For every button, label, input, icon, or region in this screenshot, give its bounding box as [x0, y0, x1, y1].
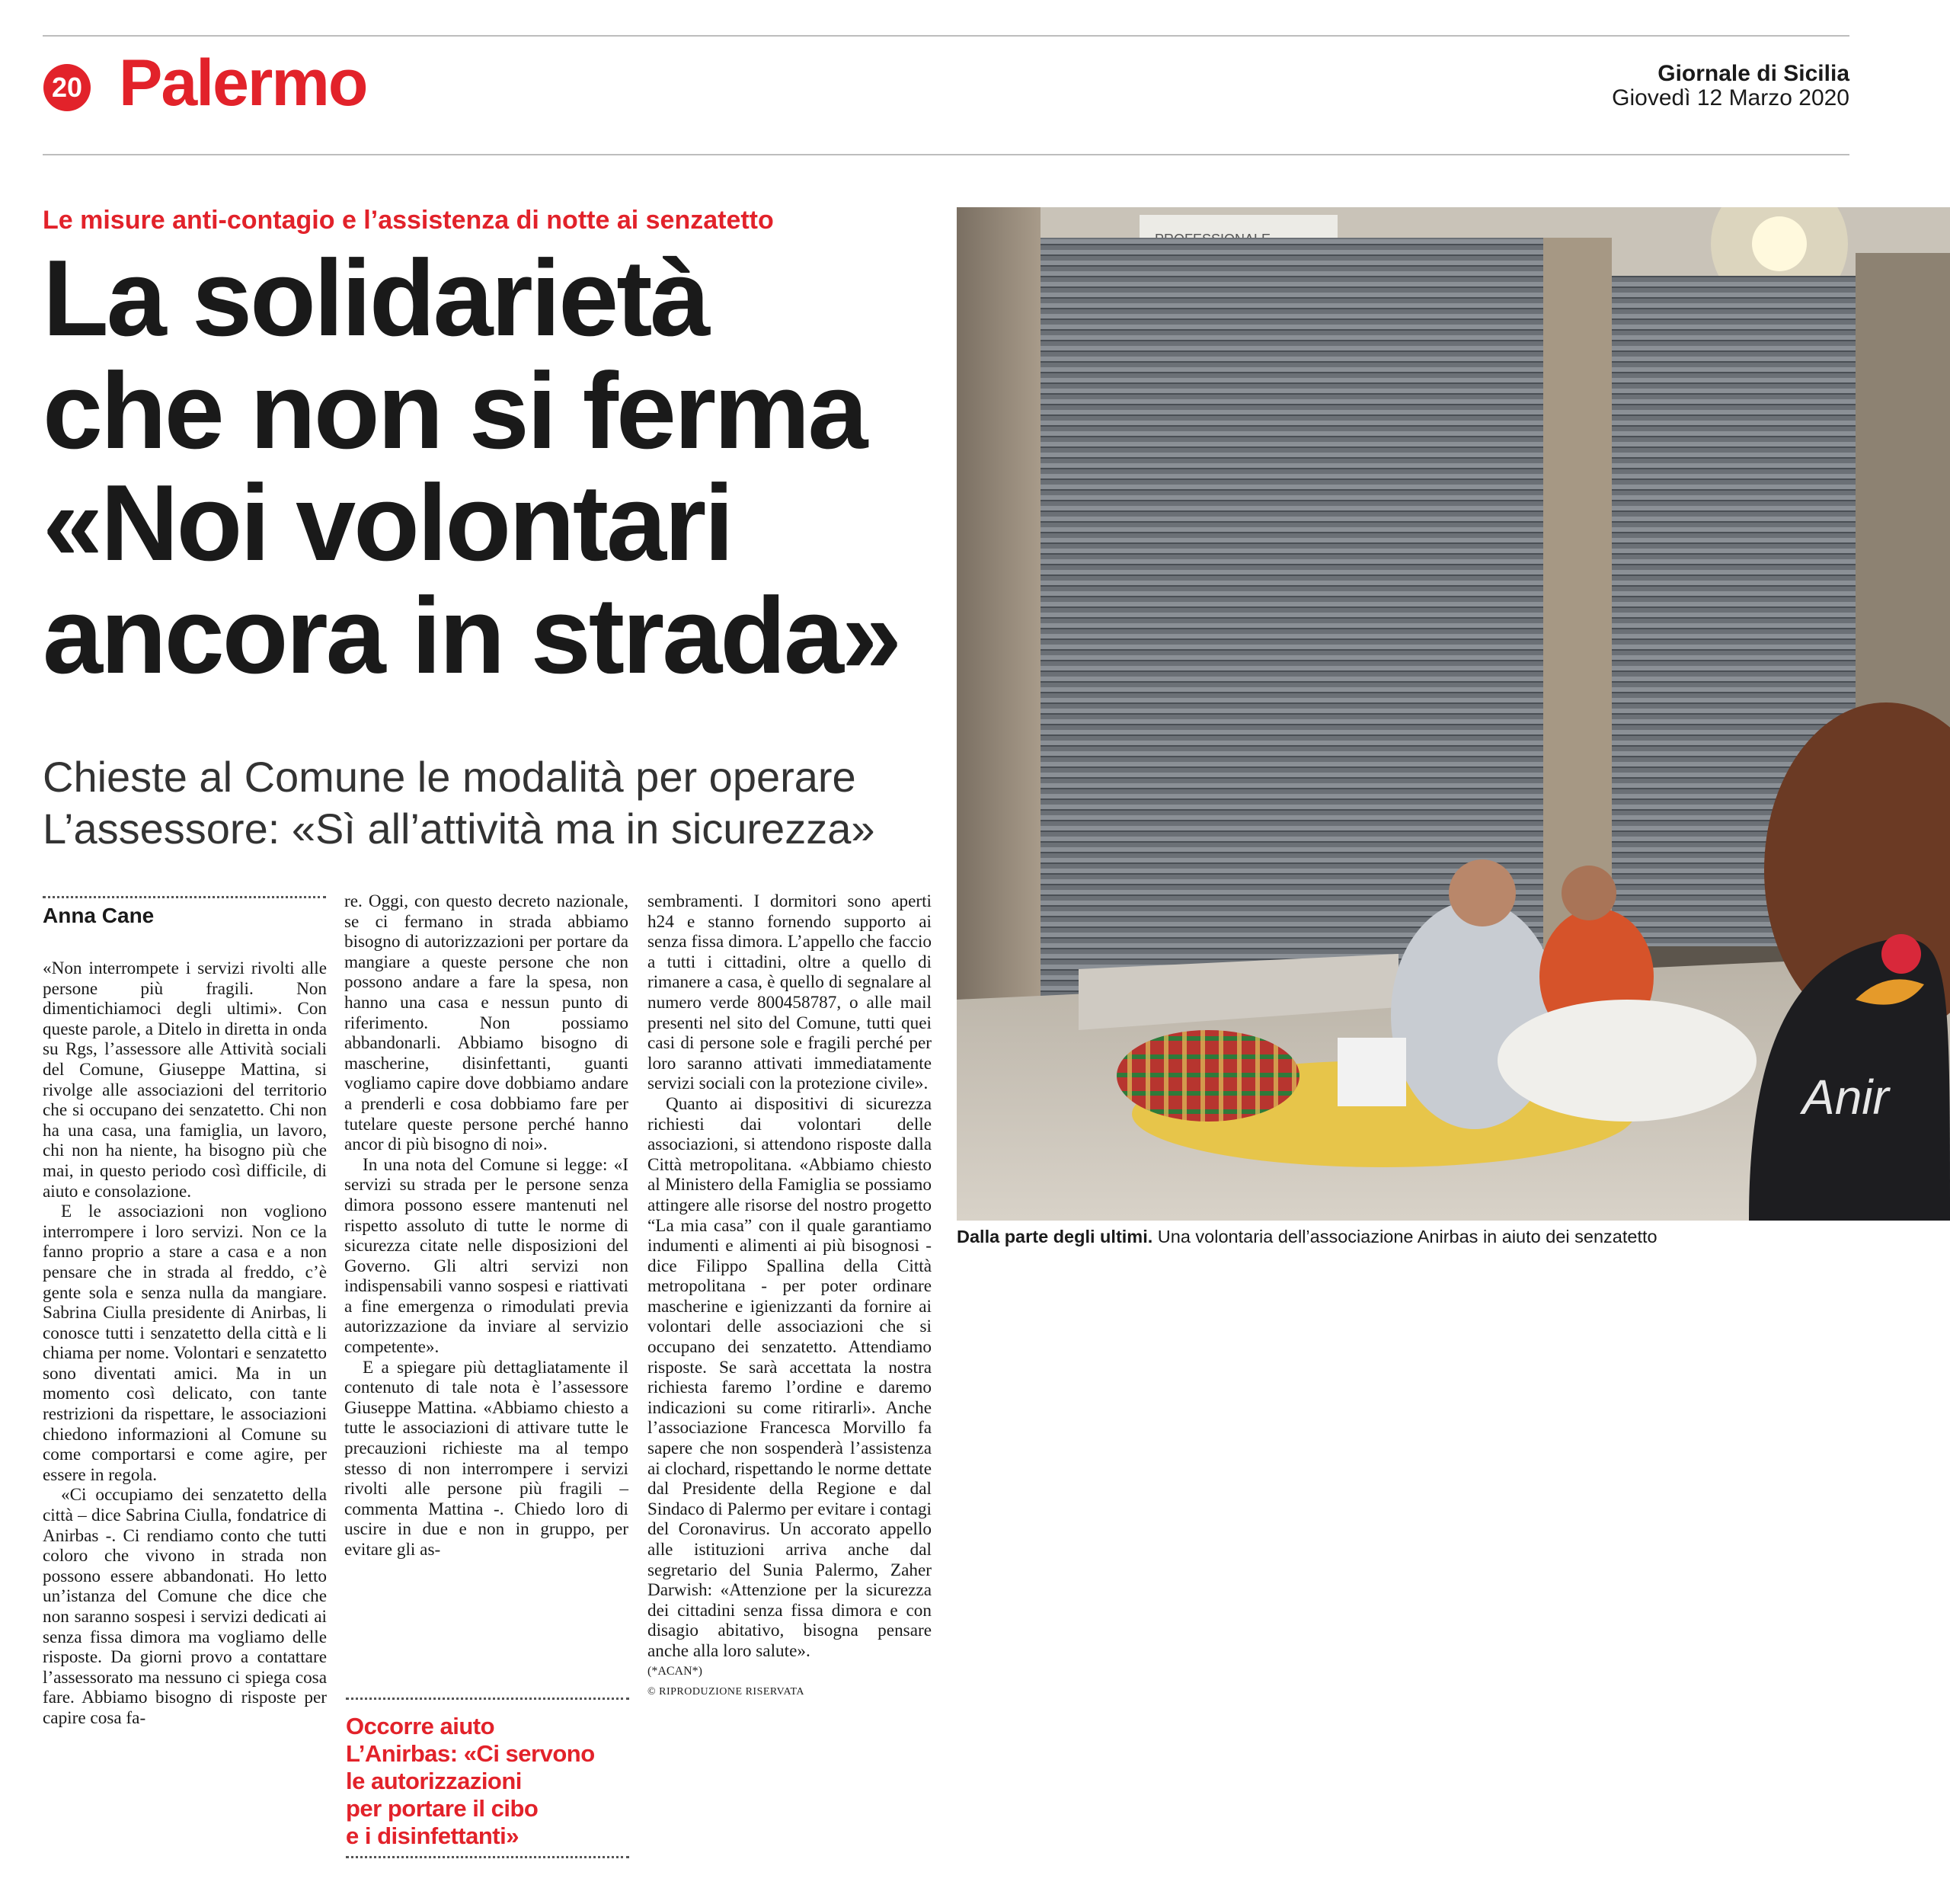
- article-column-3: [647, 891, 932, 1700]
- caption-text: Una volontaria dell’associazione Anirbas in aiuto dei senzatetto: [1152, 1227, 1658, 1246]
- article-column-1: [43, 958, 327, 1729]
- paragraph: sembramenti. I dormitori sono aperti h24 e stanno fornendo supporto ai senza fissa dimora. L’appello che faccio a tutti i cittadini, oltre a quello di rimanere a casa, è quello di segnalare al numero verde 800458787, o alle mail presenti nel sito del Comune, tutti quei casi di persone sole e fragili perché per loro saranno attivati immediatamente servizi sociali con la protezione civile».: [647, 891, 932, 1094]
- pullquote-line: Occorre aiuto: [346, 1713, 495, 1739]
- article-photo: [957, 207, 1950, 1221]
- paragraph: In una nota del Comune si legge: «I servizi su strada per le persone senza dimora possono essere mantenuti nel rispetto assoluto di tutte le norme di sicurezza citate nelle disposizioni del Governo. Gli altri servizi non indispensabili vanno sospesi e riattivati a fine emergenza o rimodulati previa autorizzazione da inviare al servizio competente».: [344, 1154, 628, 1358]
- copyright-notice: © RIPRODUZIONE RISERVATA: [647, 1685, 805, 1698]
- section-title: Palermo: [119, 46, 367, 120]
- pullquote-line: e i disinfettanti»: [346, 1822, 519, 1849]
- page-number-badge: 20: [43, 64, 91, 111]
- headline-line: ancora in strada»: [43, 575, 900, 697]
- subheading-line: L’assessore: «Sì all’attività ma in sicurezza»: [43, 805, 875, 853]
- kicker: Le misure anti-contagio e l’assistenza di notte ai senzatetto: [43, 206, 774, 235]
- pullquote-line: L’Anirbas: «Ci servono: [346, 1740, 595, 1767]
- pullquote-line: le autorizzazioni: [346, 1768, 522, 1794]
- paragraph: «Non interrompete i servizi rivolti alle persone più fragili. Non dimentichiamoci degli ultimi». Con queste parole, a Ditelo in diretta in onda su Rgs, l’assessore alle Attività sociali del Comune, Giuseppe Mattina, si rivolge alle associazioni del territorio che si occupano dei senzatetto. Chi non ha una casa, una famiglia, un lavoro, chi non ha niente, ha bisogno più che mai, in questo periodo così difficile, di aiuto e consolazione.: [43, 958, 327, 1202]
- article-column-2: [344, 891, 628, 1560]
- headline-line: «Noi volontari: [43, 462, 732, 584]
- issue-date: Giovedì 12 Marzo 2020: [1612, 85, 1849, 110]
- headline: [43, 238, 941, 697]
- author-initials: (*ACAN*): [647, 1664, 702, 1678]
- photo-caption: [957, 1225, 1947, 1248]
- masthead-rule: [43, 154, 1849, 155]
- pullquote-bottom-rule: [346, 1856, 629, 1858]
- pull-quote: [346, 1713, 635, 1850]
- top-rule: [43, 35, 1849, 37]
- paragraph: «Ci occupiamo dei senzatetto della città – dice Sabrina Ciulla, fondatrice di Anirbas -. Ci rendiamo conto che tutti coloro che vivono in strada non possono essere abbandonati. Ho letto un’istanza del Comune che dice che non saranno sospesi i servizi dedicati ai senza fissa dimora ma vogliamo delle risposte. Da giorni provo a contattare l’assessorato ma nessuno ci spiega cosa fare. Abbiamo bisogno di risposte per capire cosa fa-: [43, 1485, 327, 1728]
- newspaper-name: Giornale di Sicilia: [1658, 61, 1849, 86]
- subheading-line: Chieste al Comune le modalità per operare: [43, 753, 856, 801]
- headline-line: La solidarietà: [43, 238, 708, 359]
- author-name: Anna Cane: [43, 904, 155, 927]
- pullquote-line: per portare il cibo: [346, 1795, 539, 1822]
- byline-rule: [43, 896, 326, 898]
- paragraph: Quanto ai dispositivi di sicurezza richiesti dai volontari delle associazioni, si attendono risposte dalla Città metropolitana. «Abbiamo chiesto al Ministero della Famiglia se possiamo attingere alle risorse del nostro progetto “La mia casa” con il quale garantiamo indumenti e alimenti ai più bisognosi - dice Filippo Spallina della Città metropolitana - per poter ordinare mascherine e igienizzanti da fornire ai volontari delle associazioni che si occupano dei senzatetto. Attendiamo risposte. Se sarà accettata la nostra richiesta faremo l’ordine e daremo indicazioni su come ritirarli». Anche l’associazione Francesca Morvillo fa sapere che non sospenderà l’assistenza ai clochard, rispettando le norme dettate dal Presidente della Regione e dal Sindaco di Palermo per evitare i contagi del Coronavirus. Un accorato appello alle istituzioni arriva anche dal segretario del Sunia Palermo, Zaher Darwish: «Attenzione per la sicurezza dei cittadini senza fissa dimora e con disagio abitativo, bisogna pensare anche alla loro salute».: [647, 1093, 932, 1661]
- paragraph: E le associazioni non vogliono interrompere i loro servizi. Non ce la fanno proprio a stare a casa e a non pensare che in strada al freddo, c’è gente sola e senza nulla da mangiare. Sabrina Ciulla presidente di Anirbas, li conosce tutti i senzatetto della città e li chiama per nome. Volontari e senzatetto sono diventati amici. Ma in un momento così delicato, con tante restrizioni da rispettare, le associazioni chiedono informazioni al Comune su come comportarsi e come agire, per essere in regola.: [43, 1202, 327, 1485]
- sweatshirt-text: Anir: [1802, 1070, 1889, 1125]
- pullquote-top-rule: [346, 1698, 629, 1700]
- subheading: [43, 751, 941, 856]
- headline-line: che non si ferma: [43, 350, 866, 472]
- paragraph: E a spiegare più dettagliatamente il contenuto di tale nota è l’assessore Giuseppe Mattina. «Abbiamo chiesto a tutte le associazioni di attivare tutte le precauzioni richieste ma al tempo stesso di non interrompere i servizi rivolti alle persone più fragili – commenta Mattina -. Chiedo loro di uscire in due e non in gruppo, per evitare gli as-: [344, 1357, 628, 1560]
- caption-lead: Dalla parte degli ultimi.: [957, 1227, 1153, 1246]
- paragraph: re. Oggi, con questo decreto nazionale, se ci fermano in strada abbiamo bisogno di autorizzazioni per portare da mangiare a queste persone che non possono andare a fare la spesa, non hanno una casa e nessun punto di riferimento. Non possiamo abbandonarli. Abbiamo bisogno di mascherine, disinfettanti, guanti vogliamo capire dove dobbiamo andare a prenderli e cosa dobbiamo fare per tutelare queste persone perché hanno ancor di più bisogno di noi».: [344, 891, 628, 1155]
